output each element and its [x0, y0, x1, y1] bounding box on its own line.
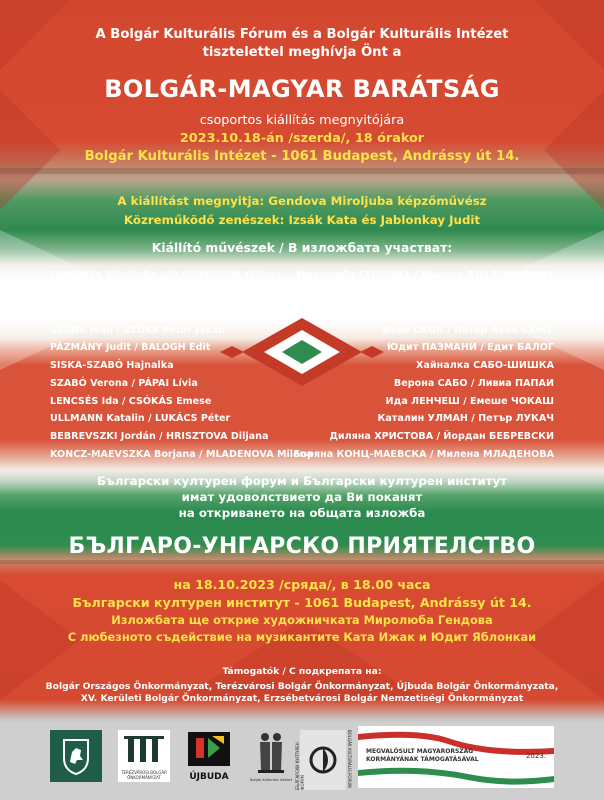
- event-details-hu: [0, 112, 604, 166]
- artist-bg: Верона САБО / Ливиа ПАПАИ: [393, 378, 554, 389]
- sponsors-block: [0, 666, 604, 705]
- subtitle-hu: csoportos kiállítás megnyitójára: [199, 113, 405, 128]
- bg-line-3: на откриването на общата изложба: [178, 506, 426, 520]
- artist-bg: Ида ЛЕНЧЕШ / Емеше ЧОКАШ: [385, 396, 554, 407]
- artist-bg: Юдит ПАЗМАНИ / Едит БАЛОГ: [386, 342, 554, 353]
- statue-caption: Bolgár Kulturális Intézet: [250, 778, 292, 782]
- forum-vertical-text-2: BOLGÁR KULTURÁLIS FÓRUM: [347, 730, 352, 788]
- gov-text: [366, 748, 479, 764]
- hungarian-header: [0, 26, 604, 62]
- artist-hu: MAGYAR József / BALKANSZKI Nenko: [50, 307, 248, 318]
- artist-bg: Иван СКОК / Петер Якаб СЮКЕ: [382, 325, 554, 336]
- sponsors-line-2: XV. Kerületi Bolgár Önkormányzat, Erzsébetvárosi Bolgár Nemzetiségi Önkormányzat: [80, 693, 524, 704]
- gov-line-1: MEGVALÓSULT MAGYARORSZÁG: [366, 748, 474, 755]
- gov-line-2: KORMÁNYÁNAK TÁMOGATÁSÁVAL: [366, 756, 479, 763]
- event-details-bg: [0, 576, 604, 646]
- coat-of-arms-logo: [50, 730, 102, 782]
- ujbuda-mark-icon: [184, 730, 234, 768]
- artist-hu: SISKA-SZABÓ Hajnalka: [50, 360, 174, 371]
- artists-heading: Kiállító művészek / В изложбата участват:: [151, 240, 453, 255]
- musicians-line: Közreműködő zenészek: Izsák Kata és Jablonkay Judit: [123, 213, 481, 227]
- tvbo-mark-icon: [118, 730, 170, 766]
- artist-bg: Диляна ХРИСТОВА / Йордан БЕБРЕВСКИ: [329, 431, 554, 442]
- sponsors-heading: Támogatók / С подкрепата на:: [222, 666, 382, 677]
- title-bulgarian: БЪЛГАРО-УНГАРСКО ПРИЯТЕЛСТВО: [68, 534, 536, 559]
- sponsors-line-1: Bolgár Országos Önkormányzat, Terézvárosi Bolgár Önkormányzat, Újbuda Bolgár Önkormányzata,: [45, 681, 559, 692]
- artist-bg: Мария ЧЬОРГЕИ ТУРИ / Клаудия ОРОС: [339, 289, 554, 300]
- header-line-2: tisztelettel meghívja Önt a: [202, 45, 402, 60]
- title-block-bg: [0, 532, 604, 562]
- artist-hu: CSÖRGEY TURI Mária / OROSZ Klaudia: [50, 289, 256, 300]
- ujbuda-logo: [184, 730, 234, 782]
- bulgarian-header: [0, 473, 604, 521]
- artist-hu: PÁZMÁNY Judit / BALOGH Edit: [50, 342, 211, 353]
- opener-bg: Изложбата ще открие художничката Миролюба Гендова: [111, 613, 493, 627]
- lion-shield-icon: [50, 730, 102, 782]
- artist-bg: Хайналка САБО-ШИШКА: [416, 360, 554, 371]
- musicians-bg: С любезното съдействие на музикантите Ката Ижак и Юдит Яблонкаи: [67, 630, 537, 644]
- forum-emblem-icon: [300, 730, 346, 790]
- government-support-logo: [358, 726, 554, 788]
- ujbuda-caption: ÚJBUDA: [189, 772, 229, 782]
- artist-hu: SZABÓ Verona / PÁPAI Lívia: [50, 378, 198, 389]
- opener-line: A kiállítást megnyitja: Gendova Miroljuba képzőművész: [117, 194, 487, 208]
- forum-logo: [295, 730, 352, 790]
- event-date-hu: 2023.10.18-án /szerda/, 18 órakor: [179, 131, 425, 146]
- opening-info: [0, 192, 604, 230]
- artist-hu: GENDOVA Miroljuba / VLADIMIROVA Milena: [50, 270, 282, 281]
- central-diamond-motif: [220, 318, 384, 386]
- institute-logo: [250, 730, 292, 786]
- artist-bg: Йожеф МАДЯР / Ненко БАЛКАНСКИ: [353, 307, 554, 318]
- header-line-1: A Bolgár Kulturális Fórum és a Bolgár Kulturális Intézet: [95, 27, 509, 42]
- artist-hu: KONCZ-MAEVSZKA Borjana / MLADENOVA Milena: [50, 449, 313, 460]
- bg-line-2: имат удоволствието да Ви поканят: [181, 490, 423, 504]
- event-date-bg: на 18.10.2023 /сряда/, в 18.00 часа: [173, 577, 431, 592]
- artist-bg: Миролюба ГЕНДОВА / Милена ВЛАДИМИРОВА: [296, 270, 554, 281]
- artists-heading-block: [0, 239, 604, 257]
- title-hungarian: BOLGÁR-MAGYAR BARÁTSÁG: [104, 75, 500, 103]
- artist-bg: Каталин УЛМАН / Петър ЛУКАЧ: [377, 413, 554, 424]
- artist-hu: ULLMANN Katalin / LUKÁCS Péter: [50, 413, 231, 424]
- logo-strip: [0, 722, 604, 800]
- event-venue-hu: Bolgár Kulturális Intézet - 1061 Budapest, Andrássy út 14.: [84, 149, 520, 164]
- event-venue-bg: Български културен институт - 1061 Budapest, Andrássy út 14.: [72, 595, 532, 610]
- statue-icon: [250, 730, 292, 774]
- terezvaros-logo: [118, 730, 170, 782]
- tvbo-caption: TERÉZVÁROSI BOLGÁR ÖNKORMÁNYZAT: [121, 770, 167, 780]
- forum-vertical-text-1: БЪЛГАРСКИ КУЛТУРЕН ФОРУМ: [295, 742, 305, 790]
- artist-hu: BEBREVSZKI Jordán / HRISZTOVA Diljana: [50, 431, 269, 442]
- bg-line-1: Български културен форум и Български културен институт: [97, 474, 507, 488]
- artist-hu: SZKOK Iván / SZŐKE Péter Jakab: [50, 325, 225, 336]
- gov-year: 2023.: [525, 752, 546, 760]
- artist-bg: Боряна КОНЦ-МАЕВСКА / Милена МЛАДЕНОВА: [293, 449, 554, 460]
- title-block-hu: [0, 72, 604, 106]
- artist-hu: LENCSÉS Ida / CSÓKÁS Emese: [50, 396, 212, 407]
